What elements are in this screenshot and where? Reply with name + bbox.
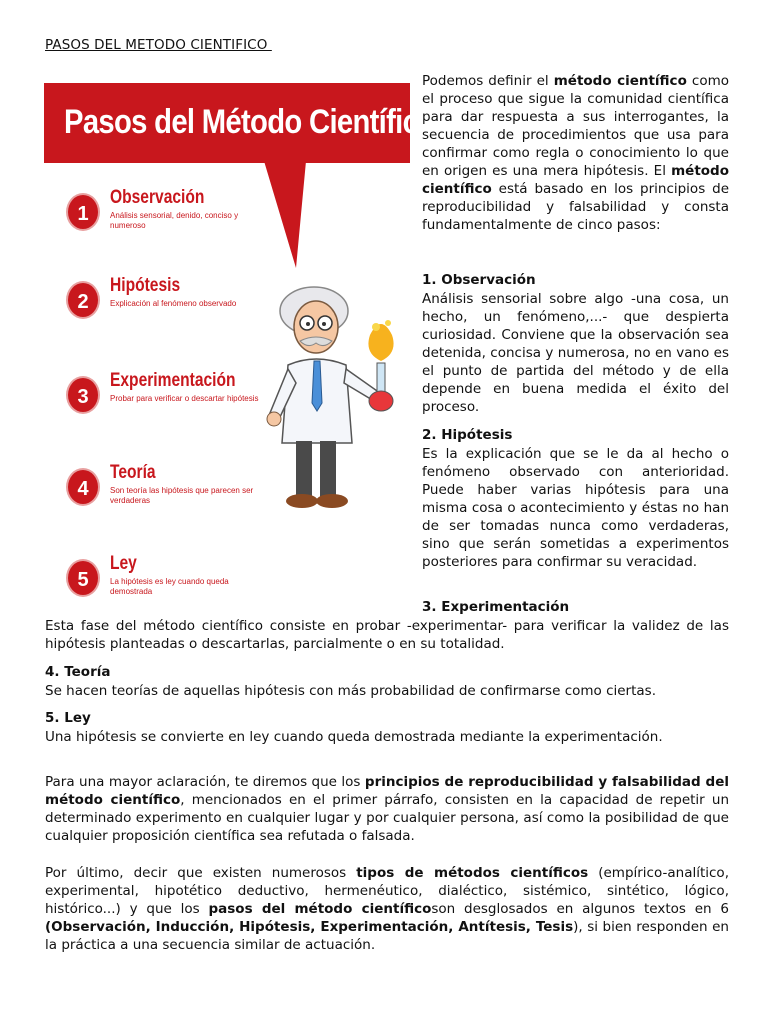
step-title: Experimentación: [110, 370, 236, 391]
step-description: Son teoría las hipótesis que parecen ser verdaderas: [110, 486, 254, 505]
closing-paragraph-principles: Para una mayor aclaración, te diremos que los principios de reproducibilidad y falsabilidad del método científico, mencionados en el primer párrafo, consisten en la capacidad de repetir un determinado experimento en cualquier lugar y por cualquier persona, así como la posibilidad de que cualquier proposición científica sea refutada o falsada.: [45, 774, 729, 844]
closing-paragraph-types: Por último, decir que existen numerosos tipos de métodos científicos (empírico-analítico, experimental, hipotético deductivo, hermenéutico, dialéctico, sistémico, sintético, lógico, histórico...) y que los pasos del método científicoson desglosados en algunos textos en 6 (Observación, Inducción, Hipótesis, Experimentación, Antítesis, Tesis), si bien responden en la práctica a una secuencia similar de actuación.: [45, 865, 729, 953]
page-title: PASOS DEL METODO CIENTIFICO: [45, 37, 272, 53]
step-number-badge: 1: [66, 193, 100, 231]
section-heading-observacion: 1. Observación: [422, 272, 536, 288]
section-heading-experimentacion: 3. Experimentación: [422, 599, 570, 615]
section-text-observacion: Análisis sensorial sobre algo -una cosa, un hecho, un fenómeno,...- que despierta curiosidad. Conviene que la observación sea detenida, concisa y numerosa, no en vano es el punto de partida del método y de ella depende en buena medida el éxito del proceso.: [422, 291, 729, 415]
infographic-step-1: [66, 187, 406, 253]
step-description: Probar para verificar o descartar hipótesis: [110, 394, 259, 403]
step-description: La hipótesis es ley cuando queda demostrada: [110, 577, 229, 596]
section-text-ley: Una hipótesis se convierte en ley cuando queda demostrada mediante la experimentación.: [45, 729, 663, 745]
step-number-badge: 4: [66, 468, 100, 506]
step-description: Análisis sensorial, denido, conciso y numeroso: [110, 211, 239, 230]
section-text-hipotesis: Es la explicación que se le da al hecho o fenómeno observado con anterioridad. Puede haber varias hipótesis para una misma cosa o acontecimiento y éstas no han de ser tomadas nunca como verdaderas, sino que serán sometidas a experimentos posteriores para confirmar su veracidad.: [422, 446, 729, 570]
step-number-badge: 3: [66, 376, 100, 414]
section-text-experimentacion: Esta fase del método científico consiste en probar -experimentar- para verificar la validez de las hipótesis planteadas o descartarlas, parcialmente o en su totalidad.: [45, 618, 729, 652]
infographic-heading: Pasos del Método Científico: [64, 103, 436, 141]
section-text-teoria: Se hacen teorías de aquellas hipótesis con más probabilidad de confirmarse como ciertas.: [45, 683, 656, 699]
step-description: Explicación al fenómeno observado: [110, 299, 237, 308]
step-number-badge: 5: [66, 559, 100, 597]
step-number-badge: 2: [66, 281, 100, 319]
infographic-step-5: [66, 553, 406, 619]
intro-paragraph: Podemos definir el método científico como el proceso que sigue la comunidad científica para dar respuesta a sus interrogantes, la secuencia de procedimientos que usa para confirmar como regla o conocimiento lo que en origen es una mera hipótesis. El método científico está basado en los principios de reproducibilidad y falsabilidad y consta fundamentalmente de cinco pasos:: [422, 73, 729, 233]
section-heading-hipotesis: 2. Hipótesis: [422, 427, 513, 443]
step-title: Teoría: [110, 462, 156, 483]
step-title: Hipótesis: [110, 275, 181, 296]
step-title: Observación: [110, 187, 205, 208]
scientist-illustration: [262, 283, 412, 523]
infographic-image: [44, 83, 436, 603]
speech-bubble-tail: [44, 83, 412, 283]
section-heading-teoria: 4. Teoría: [45, 664, 111, 680]
step-title: Ley: [110, 553, 137, 574]
section-heading-ley: 5. Ley: [45, 710, 91, 726]
